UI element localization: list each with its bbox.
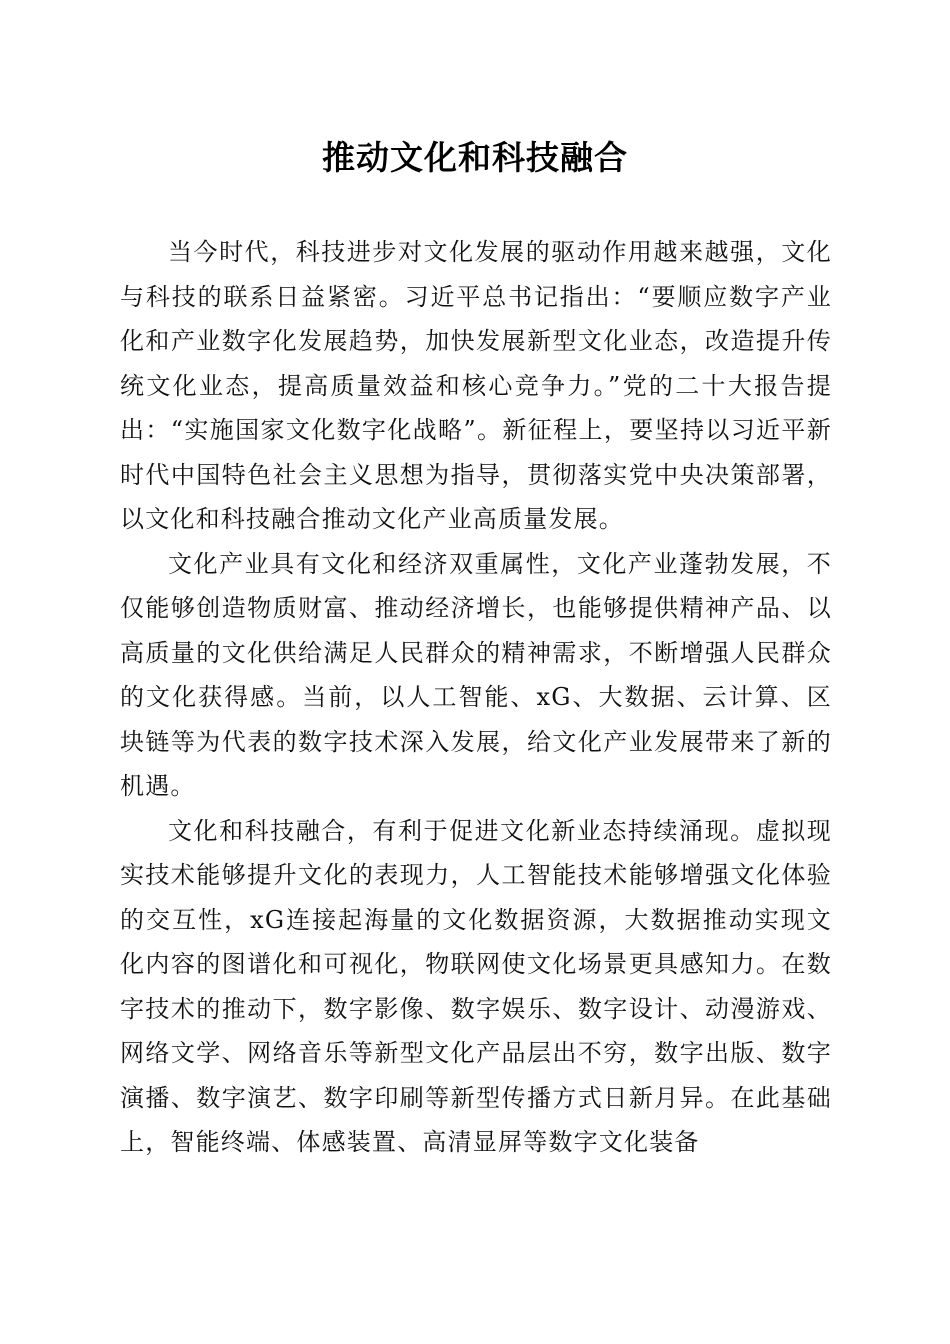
paragraph-3: 文化和科技融合，有利于促进文化新业态持续涌现。虚拟现实技术能够提升文化的表现力，人工智能技术能够增强文化体验的交互性，xG连接起海量的文化数据资源，大数据推动实现文化内容的图谱化和可视化，物联网使文化场景更具感知力。在数字技术的推动下，数字影像、数字娱乐、数字设计、动漫游戏、网络文学、网络音乐等新型文化产品层出不穷，数字出版、数字演播、数字演艺、数字印刷等新型传播方式日新月异。在此基础上，智能终端、体感装置、高清显屏等数字文化装备: [120, 816, 832, 1156]
paragraph-2: 文化产业具有文化和经济双重属性，文化产业蓬勃发展，不仅能够创造物质财富、推动经济增长，也能够提供精神产品、以高质量的文化供给满足人民群众的精神需求，不断增强人民群众的文化获得感。当前，以人工智能、xG、大数据、云计算、区块链等为代表的数字技术深入发展，给文化产业发展带来了新的机遇。: [120, 549, 832, 800]
document-body: [120, 230, 832, 1165]
document-title: 推动文化和科技融合: [322, 138, 628, 177]
paragraph-1: 当今时代，科技进步对文化发展的驱动作用越来越强，文化与科技的联系日益紧密。习近平总书记指出：“要顺应数字产业化和产业数字化发展趋势，加快发展新型文化业态，改造提升传统文化业态，提高质量效益和核心竞争力。”党的二十大报告提出：“实施国家文化数字化战略”。新征程上，要坚持以习近平新时代中国特色社会主义思想为指导，贯彻落实党中央决策部署，以文化和科技融合推动文化产业高质量发展。: [120, 238, 832, 533]
